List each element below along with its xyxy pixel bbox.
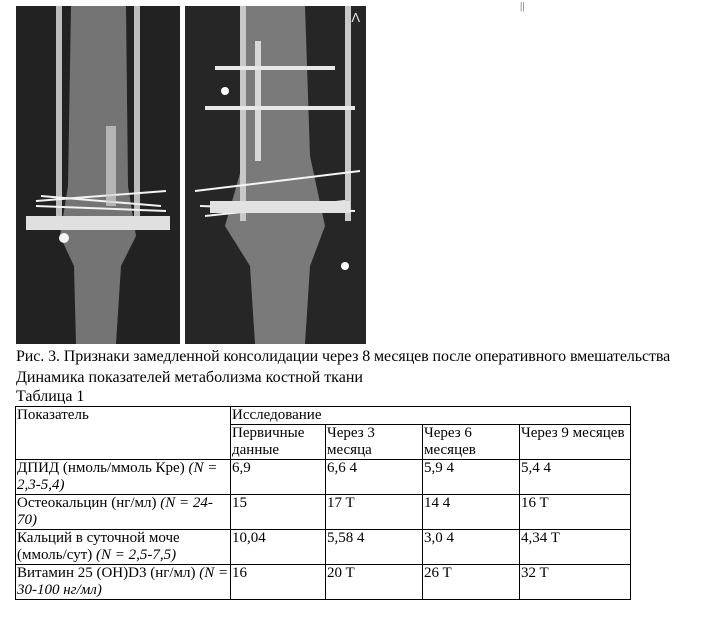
section-title: Динамика показателей метаболизма костной ткани (16, 369, 363, 386)
table-row (16, 495, 631, 530)
header-col-3: Через 6 месяцев (423, 425, 520, 460)
header-col-1: Первичные данные (231, 425, 326, 460)
header-indicator: Показатель (16, 407, 231, 460)
row-label: Кальций в суточной моче (ммоль/сут) (N = 2,5-7,5) (16, 530, 231, 565)
cell-value: 32 T (520, 565, 631, 600)
header-col-4: Через 9 месяцев (520, 425, 631, 460)
xray-image-left (16, 6, 180, 344)
cell-value: 16 (231, 565, 326, 600)
cell-value: 5,4 4 (520, 460, 631, 495)
cell-value: 26 T (423, 565, 520, 600)
row-label: Остеокальцин (нг/мл) (N = 24-70) (16, 495, 231, 530)
cell-value: 6,6 4 (326, 460, 423, 495)
cell-value: 6,9 (231, 460, 326, 495)
cell-value: 20 T (326, 565, 423, 600)
header-study: Исследование (231, 407, 631, 425)
top-mark: || (520, 0, 525, 12)
table-row (16, 530, 631, 565)
cell-value: 10,04 (231, 530, 326, 565)
cell-value: 15 (231, 495, 326, 530)
metabolism-table (15, 406, 631, 600)
table-row (16, 460, 631, 495)
cell-value: 14 4 (423, 495, 520, 530)
header-col-2: Через 3 месяца (326, 425, 423, 460)
figure-caption: Рис. 3. Признаки замедленной консолидации через 8 месяцев после оперативного вмешательства (16, 348, 671, 365)
cell-value: 17 T (326, 495, 423, 530)
table-label: Таблица 1 (16, 388, 85, 405)
image-marker: Λ (351, 10, 360, 25)
row-label: Витамин 25 (OH)D3 (нг/мл) (N = 30-100 нг/мл) (16, 565, 231, 600)
row-label: ДПИД (нмоль/ммоль Кре) (N = 2,3-5,4) (16, 460, 231, 495)
cell-value: 3,0 4 (423, 530, 520, 565)
cell-value: 4,34 T (520, 530, 631, 565)
table-row (16, 565, 631, 600)
table-header-row (16, 407, 631, 425)
cell-value: 16 T (520, 495, 631, 530)
cell-value: 5,9 4 (423, 460, 520, 495)
xray-image-right (185, 6, 366, 344)
cell-value: 5,58 4 (326, 530, 423, 565)
